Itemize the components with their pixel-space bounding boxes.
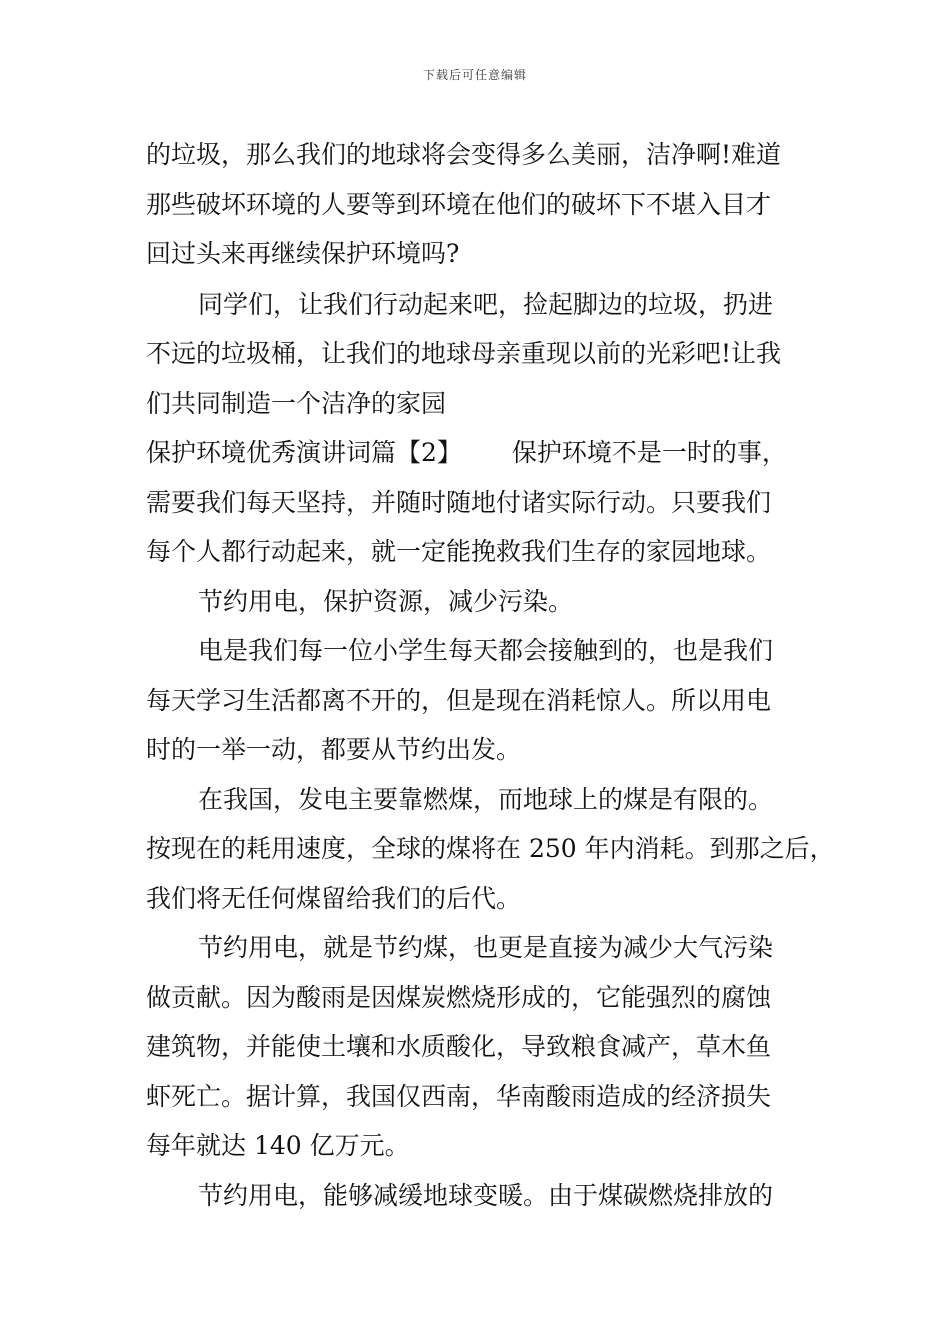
text-line: 不远的垃圾桶，让我们的地球母亲重现以前的光彩吧!让我 xyxy=(146,339,782,368)
text-line: 需要我们每天坚持，并随时随地付诸实际行动。只要我们 xyxy=(146,487,772,517)
text-line: 节约用电，保护资源，减少污染。 xyxy=(198,586,574,616)
text-line: 按现在的耗用速度，全球的煤将在 250 年内消耗。到那之后， xyxy=(146,834,835,863)
text-line: 节约用电，就是节约煤，也更是直接为减少大气污染 xyxy=(198,933,774,962)
text-line: 在我国，发电主要靠燃煤，而地球上的煤是有限的。 xyxy=(198,784,774,814)
page-header: 下载后可任意编辑 xyxy=(422,68,527,82)
text-line: 节约用电，能够减缓地球变暖。由于煤碳燃烧排放的 xyxy=(198,1180,774,1210)
text-line: 我们将无任何煤留给我们的后代。 xyxy=(146,883,522,913)
text-line: 每年就达 140 亿万元。 xyxy=(146,1131,410,1160)
section-title: 保护环境优秀演讲词篇【2】 xyxy=(146,438,462,467)
document-body xyxy=(146,130,835,1220)
text-line: 们共同制造一个洁净的家园 xyxy=(146,388,447,418)
text-line: 回过头来再继续保护环境吗? xyxy=(146,239,460,268)
section-heading-line xyxy=(146,428,811,478)
text-line: 时的一举一动，都要从节约出发。 xyxy=(146,735,522,764)
text-line: 每个人都行动起来，就一定能挽救我们生存的家园地球。 xyxy=(146,537,772,566)
text-line: 的垃圾，那么我们的地球将会变得多么美丽，洁净啊!难道 xyxy=(146,140,782,169)
text-line: 电是我们每一位小学生每天都会接触到的，也是我们 xyxy=(198,636,774,665)
text-line: 同学们，让我们行动起来吧，捡起脚边的垃圾，扔进 xyxy=(198,289,774,319)
text-line: 那些破坏环境的人要等到环境在他们的破坏下不堪入目才 xyxy=(146,189,772,219)
text-line: 虾死亡。据计算，我国仅西南，华南酸雨造成的经济损失 xyxy=(146,1081,772,1111)
text-line: 做贡献。因为酸雨是因煤炭燃烧形成的，它能强烈的腐蚀 xyxy=(146,982,772,1012)
text-line: 建筑物，并能使土壤和水质酸化，导致粮食减产，草木鱼 xyxy=(146,1032,772,1061)
text-line: 保护环境不是一时的事， xyxy=(511,438,787,467)
text-line: 每天学习生活都离不开的，但是现在消耗惊人。所以用电 xyxy=(146,685,772,715)
